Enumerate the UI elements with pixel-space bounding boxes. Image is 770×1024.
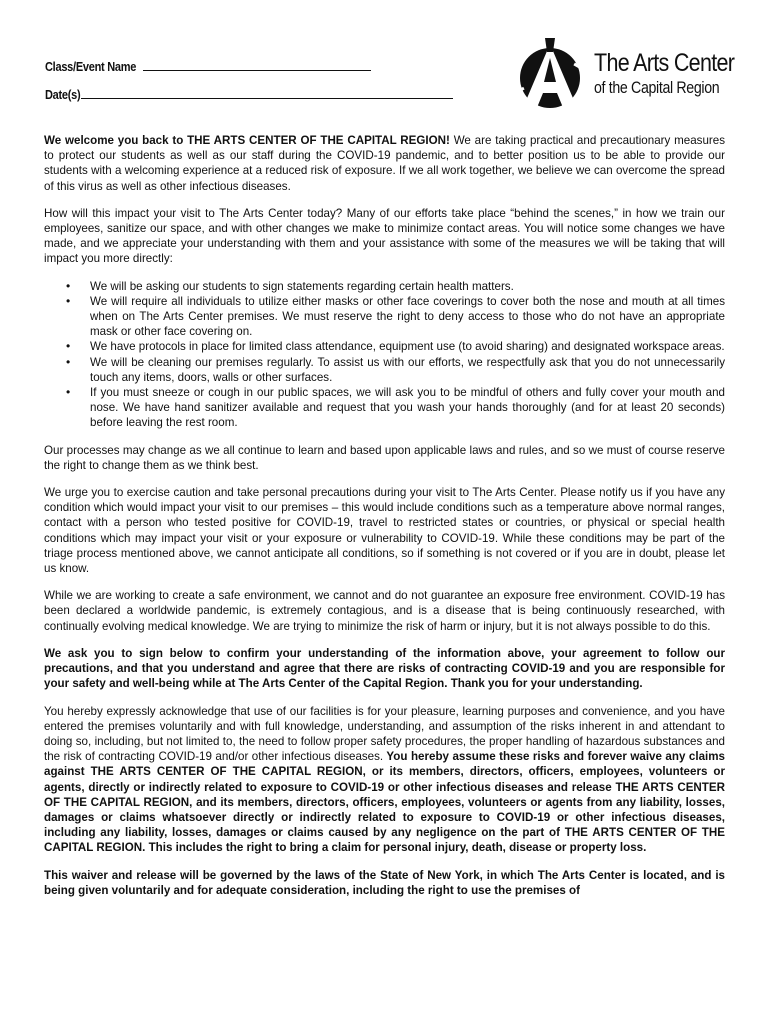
- intro-lead: We welcome you back to THE ARTS CENTER OF THE CAPITAL REGION!: [44, 134, 450, 147]
- list-item: • We will be cleaning our premises regularly. To assist us with our efforts, we respectfully ask that you do not unnecessarily touch any items, doors, walls or other surfaces.: [44, 355, 725, 385]
- measures-list: [44, 279, 725, 431]
- waiver-paragraph: [44, 704, 725, 856]
- list-item: • We have protocols in place for limited class attendance, equipment use (to avoid sharing) and designated workspace areas.: [44, 339, 725, 354]
- class-event-input-line[interactable]: [143, 69, 371, 71]
- intro-rest: We are taking practical and precautionary measures to protect our students as well as our staff during the COVID-19 pandemic, and to better position us to be able to provide our students with a welcoming experience at a reduced risk of exposure. If we all work together, we believe we can overcome the spread of this virus as well as other infectious diseases.: [44, 134, 725, 193]
- arts-center-logo: [512, 38, 742, 118]
- logo-subtitle: of the Capital Region: [594, 79, 720, 97]
- list-item: • We will be asking our students to sign statements regarding certain health matters.: [44, 279, 725, 294]
- intro-paragraph: [44, 133, 725, 194]
- impact-paragraph: How will this impact your visit to The Arts Center today? Many of our efforts take place “behind the scenes,” in how we train our employees, sanitize our space, and with other changes we make to minimize contact areas. You will notice some changes we have made, and we appreciate your understanding with them and your assistance with some of the measures we will be taking that will impact you more directly:: [44, 206, 725, 266]
- class-event-label: Class/Event Name: [45, 60, 137, 74]
- list-item: • We will require all individuals to utilize either masks or other face coverings to cover both the nose and mouth at all times when on The Arts Center premises. We must reserve the right to deny access to those who do not have an appropriate mask or other face covering on.: [44, 294, 725, 340]
- document-body: [44, 133, 725, 910]
- processes-paragraph: Our processes may change as we all continue to learn and based upon applicable laws and rules, and so we must of course reserve the right to change them as we think best.: [44, 443, 725, 472]
- header-fields: [45, 46, 453, 102]
- governed-paragraph: This waiver and release will be governed by the laws of the State of New York, in which The Arts Center is located, and is being given voluntarily and for adequate consideration, including the right to use the premises of: [44, 868, 725, 897]
- class-event-row: [45, 46, 453, 74]
- dates-input-line[interactable]: [81, 97, 453, 99]
- safe-environment-paragraph: While we are working to create a safe environment, we cannot and do not guarantee an exposure free environment. COVID-19 has been declared a worldwide pandemic, is extremely contagious, and is a disease that is being continuously researched, with continually evolving medical knowledge. We are trying to minimize the risk of harm or injury, but it is not always possible to do this.: [44, 589, 725, 633]
- list-item: • If you must sneeze or cough in our public spaces, we will ask you to be mindful of others and fully cover your mouth and nose. We have hand sanitizer available and request that you wash your hands thoroughly (and for at least 20 seconds) before leaving the rest room.: [44, 385, 725, 431]
- dates-label: Date(s): [45, 88, 81, 102]
- logo-title: The Arts Center: [594, 49, 735, 77]
- urge-paragraph: We urge you to exercise caution and take personal precautions during your visit to The Arts Center. Please notify us if you have any condition which would impact your visit to our premises – this would include conditions such as a temperature above normal ranges, contact with a person who tested positive for COVID-19, travel to restricted states or countries, or physical or special health conditions which may impact your visit or your exposure or vulnerability to COVID-19. While these conditions may be part of the triage process mentioned above, we cannot anticipate all conditions, so if something is not covered or if you are in doubt, please let us know.: [44, 486, 725, 576]
- dates-row: [45, 74, 453, 102]
- waiver-bold: You hereby assume these risks and forever waive any claims against THE ARTS CENTER OF THE CAPITAL REGION, or its members, directors, officers, employees, volunteers or agents, directly or indirectly related to exposure to COVID-19 or other infectious diseases and release THE ARTS CENTER OF THE CAPITAL REGION, and its members, directors, officers, employees, volunteers or agents from any liability, losses, damages or claims whatsoever directly or indirectly related to exposure to COVID-19 or other infectious diseases, including any liability, losses, damages or claims caused by any negligence on the part of THE ARTS CENTER OF THE CAPITAL REGION. This includes the right to bring a claim for personal injury, death, disease or property loss.: [44, 750, 725, 855]
- sign-below-paragraph: We ask you to sign below to confirm your understanding of the information above, your agreement to follow our precautions, and that you understand and agree that there are risks of contracting COVID-19 and you are responsible for your safety and well-being while at The Arts Center of the Capital Region. Thank you for your understanding.: [44, 646, 725, 691]
- logo-text: [594, 50, 757, 98]
- arts-center-logo-icon: [512, 38, 588, 114]
- waiver-normal: You hereby expressly acknowledge that use of our facilities is for your pleasure, learning purposes and convenience, and you have entered the premises voluntarily and with full knowledge, understanding, and assumption of the risks inherent in and attendant to doing so, including, but not limited to, the need to follow proper safety procedures, the proper handling of hazardous substances and the risk of contracting COVID-19 and/or other infectious diseases.: [44, 704, 725, 764]
